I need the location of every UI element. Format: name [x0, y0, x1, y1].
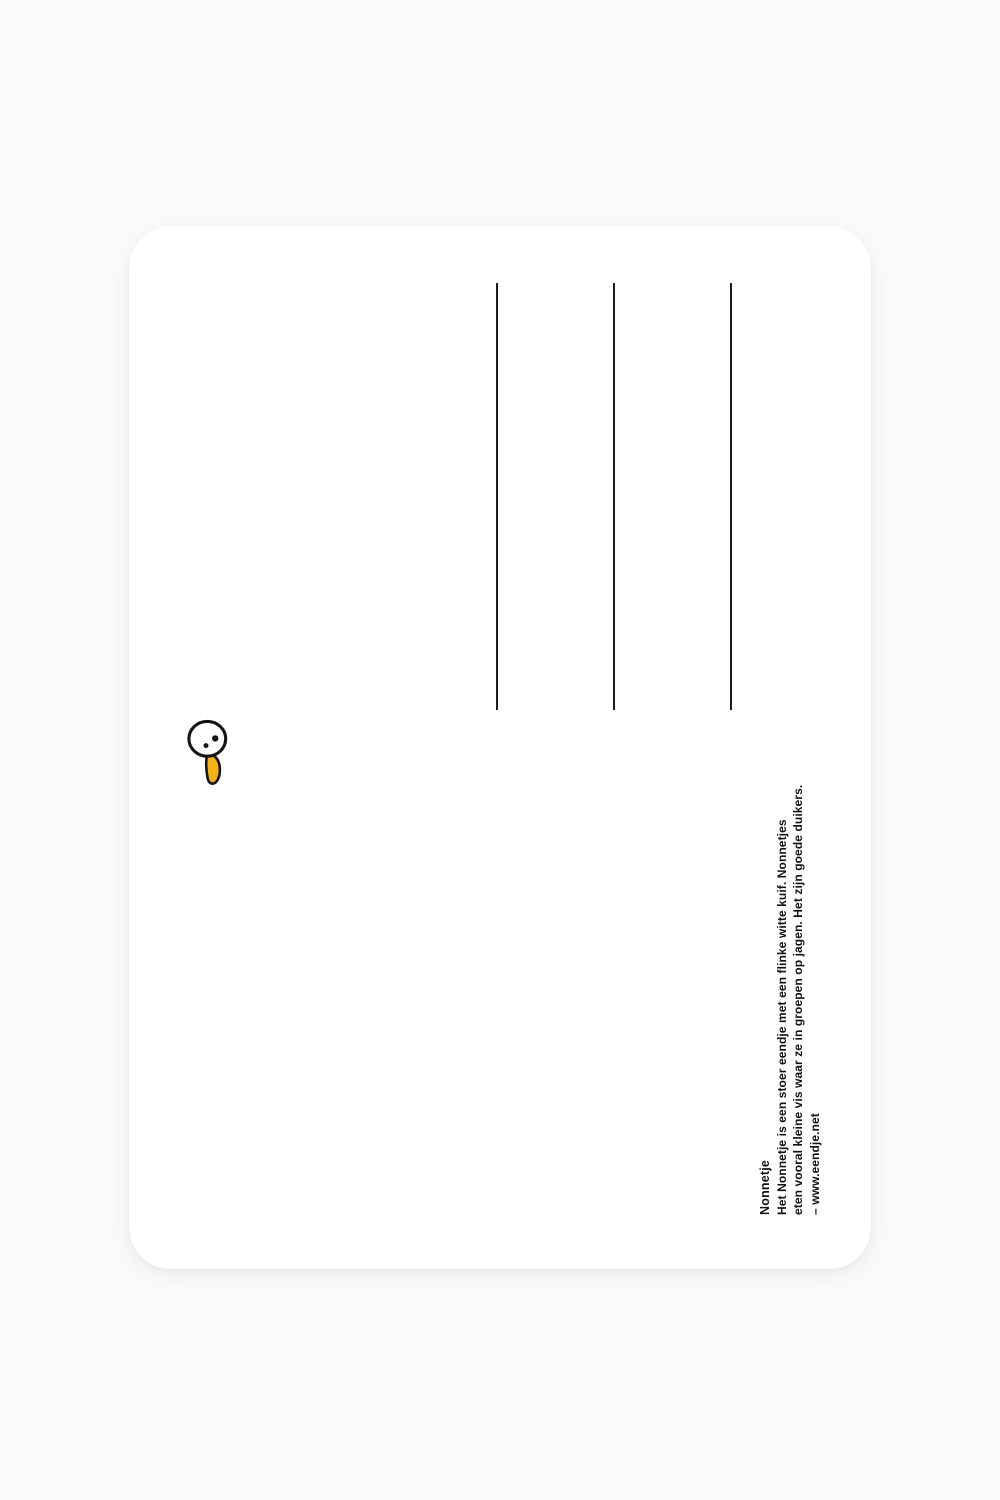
duck-nostril-dot [204, 743, 209, 748]
duck-eye [212, 735, 218, 741]
postcard-back [129, 226, 871, 1269]
address-line [730, 283, 732, 710]
description-line: Het Nonnetje is een stoer eendje met een flinke witte kuif. Nonnetjes [775, 819, 789, 1215]
description-line: eten vooral kleine vis waar ze in groepen op jagen. Het zijn goede duikers. [790, 784, 805, 1215]
duck-head-outline [189, 721, 226, 756]
website-url: – www.eendje.net [808, 1113, 822, 1215]
address-line [613, 283, 615, 710]
duck-species-title: Nonnetje [758, 1159, 772, 1215]
duck-head-icon [184, 718, 232, 790]
address-line [496, 283, 498, 710]
info-text-block [757, 784, 827, 1215]
rotated-text-container [757, 784, 824, 1215]
